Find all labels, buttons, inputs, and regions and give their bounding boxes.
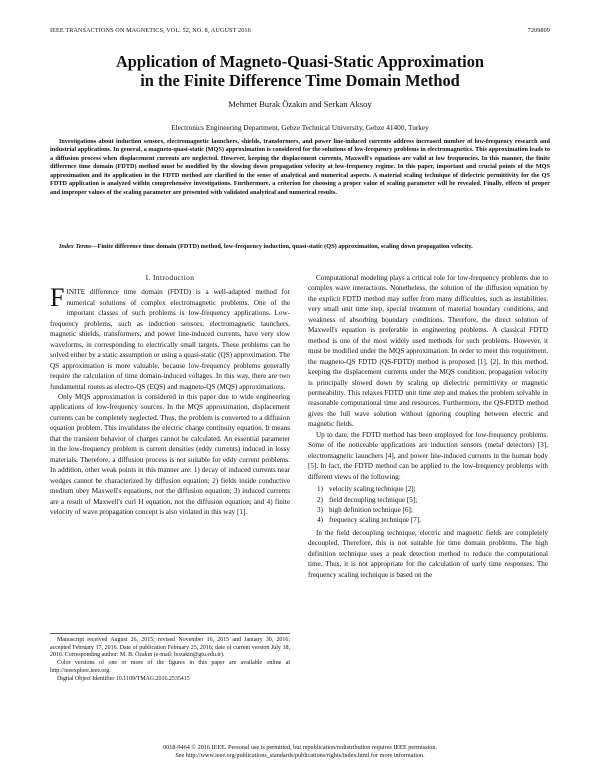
footnote xyxy=(50,637,290,683)
journal-name: IEEE TRANSACTIONS ON MAGNETICS, VOL. 52, NO. 8, AUGUST 2016 xyxy=(50,27,251,34)
paper-title xyxy=(50,52,550,90)
list-item: 2) field decoupling technique [5]; xyxy=(317,495,418,504)
intro-paragraph-3: Computational modeling plays a critical role for low-frequency problems due to complex wave interactions. Nonetheless, the solution of the diffusion equation by the explicit FDTD method may suffer from many difficulties, such as instabilities, very small unit time step, special treatment of material boundary conditions, and weakness of absorbing boundary conditions. Therefore, the direct solution of Maxwell's equation is preferable in engineering problems. A classical FDTD method is one of the most widely used methods for such problems. However, it must be modified under the MQS approximation. In order to meet this requirement, the magneto-QS FDTD (QS-FDTD) method is proposed [1], [2]. In this method, keeping the displacement currents under the MQS condition, propagation velocity is principally slowed down by scaling up dielectric permittivity or magnetic permeability. This relaxes FDTD unit time step and makes the problem solvable in reasonable computational time and resources. Furthermore, the QS-FDTD method gives the full wave solution without ignoring coupling between electric and magnetic fields. xyxy=(308,274,548,429)
section-heading: I. Introduction xyxy=(145,273,195,282)
authors: Mehmet Burak Özakın and Serkan Aksoy xyxy=(228,99,372,109)
title-line-1: Application of Magneto-Quasi-Static Approximation xyxy=(115,52,485,71)
drop-cap: F xyxy=(50,283,65,313)
affiliation: Electronics Engineering Department, Gebze Technical University, Gebze 41400, Turkey xyxy=(171,123,429,132)
intro-paragraph-5: In the field decoupling technique, electric and magnetic fields are completely decoupled. Therefore, this is not suitable for time domain problems. The high definition technique uses a peak detection method to reduce the computational time. Thus, it is not appropriate for the calculation of early time responses. The frequency scaling technique is based on the xyxy=(308,528,548,579)
article-number: 7209809 xyxy=(527,27,550,34)
list-item: 1) velocity scaling technique [2]; xyxy=(317,485,416,494)
footnote-rule xyxy=(50,633,290,634)
copyright-line-2: See http://www.ieee.org/publications_standards/publications/rights/index.html for more information. xyxy=(175,752,425,759)
footnote-color-versions: Color versions of one or more of the figures in this paper are available online at http://ieeexplore.ieee.org. xyxy=(50,660,290,674)
footnote-doi: Digital Object Identifier 10.1109/TMAG.2016.2535415 xyxy=(57,675,190,682)
abstract: Investigations about induction sensors, electromagnetic launchers, shields, transformers, and power line-induced currents address increased number of low-frequency research and industrial applications. In general, a magneto-quasi-static (MQS) approximation is considered for the solutions of low-frequency problems in electromagnetics. This approximation leads to a diffusion process when displacement currents are neglected. However, keeping the displacement currents, Maxwell's equations are valid at low frequencies. In this manner, the finite difference time domain (FDTD) method must be modified by the slowing down propagation velocity at low-frequency regime. In this paper, important and crucial points of the MQS approximation and its application in the FDTD method are clarified in the sense of analytical and numerical aspects. A material scaling technique of dielectric permittivity for the QS FDTD application is analyzed within comprehensive investigations. Furthermore, a criterion for choosing a proper value of scaling parameter will be revealed. Finally, effects of proper and improper values of the scaling parameter are presented with validated analytical and numerical results. xyxy=(50,138,550,196)
footnote-manuscript: Manuscript received August 26, 2015; revised November 16, 2015 and January 30, 2016; accepted February 17, 2016. Date of publication February 25, 2016; date of current version July 18, 2016. Corresponding author: M. B. Özakın (e-mail: bozakin@gtu.edu.tr). xyxy=(50,637,290,659)
list-item: 3) high definition technique [6]; xyxy=(317,505,413,514)
list-item: 4) frequency scaling technique [7]. xyxy=(317,516,421,525)
right-column xyxy=(308,273,548,580)
left-column xyxy=(50,273,290,517)
title-line-2: in the Finite Difference Time Domain Method xyxy=(140,71,460,90)
index-terms xyxy=(50,243,550,251)
intro-paragraph-1-text: INITE difference time domain (FDTD) is a well-adapted method for numerical solutions of complex electromagnetic problems. One of the important classes of such problems is low-frequency applications. Low-frequency problems, such as induction sensors, electromagnetic launchers, magnetic shields, transformers, and power line-induced currents, have very slow waveforms, in corresponding to electrically small targets. These problems can be solved either by a static assumption or using a quasi-static (QS) approximation. The QS approximation is more valuable, because low-frequency problems generally require the calculation of time domain-induced voltages. In this way, there are two fundamental routes as electro-QS (EQS) and magneto-QS (MQS) approximations. xyxy=(50,288,290,391)
index-terms-lead: Index Terms xyxy=(59,243,92,250)
copyright-line-1: 0018-9464 © 2016 IEEE. Personal use is permitted, but republication/redistribution requires IEEE permission. xyxy=(163,744,437,751)
technique-list xyxy=(317,484,548,526)
index-terms-text: —Finite difference time domain (FDTD) method, low-frequency induction, quasi-static (QS) approximation, scaling down propagation velocity. xyxy=(91,243,473,250)
intro-paragraph-1 xyxy=(50,283,290,392)
intro-paragraph-4: Up to date, the FDTD method has been employed for low-frequency problems. Some of the noticeable applications are induction sensors (metal detectors) [3], electromagnetic launchers [4], and power line-induced currents in the human body [5]. In fact, the FDTD method can be applied to the low-frequency problems with different views of the following: xyxy=(308,430,548,481)
intro-paragraph-2: Only MQS approximation is considered in this paper due to wide engineering applications of low-frequency sources. In the MQS approximation, displacement currents can be completely neglected. Thus, the problem is converted to a diffusion equation problem. This invalidates the electric charge continuity equation. It means that the transient behavior of charges cannot be calculated. An essential parameter in the low-frequency problem is current densities (eddy currents) induced in lossy materials. Therefore, a diffusion process is not suitable for eddy current problems. In addition, other weak points in this manner are: 1) decay of induced currents near wedges cannot be characterized by diffusion equation; 2) fields inside conductive medium obey Maxwell's equations, not the diffusion equation; 3) induced currents are a result of Maxwell's curl H equation, not the diffusion equation; and 4) finite velocity of wave propagation concept is also violated in this way [1]. xyxy=(50,392,290,516)
copyright-notice xyxy=(50,744,550,760)
